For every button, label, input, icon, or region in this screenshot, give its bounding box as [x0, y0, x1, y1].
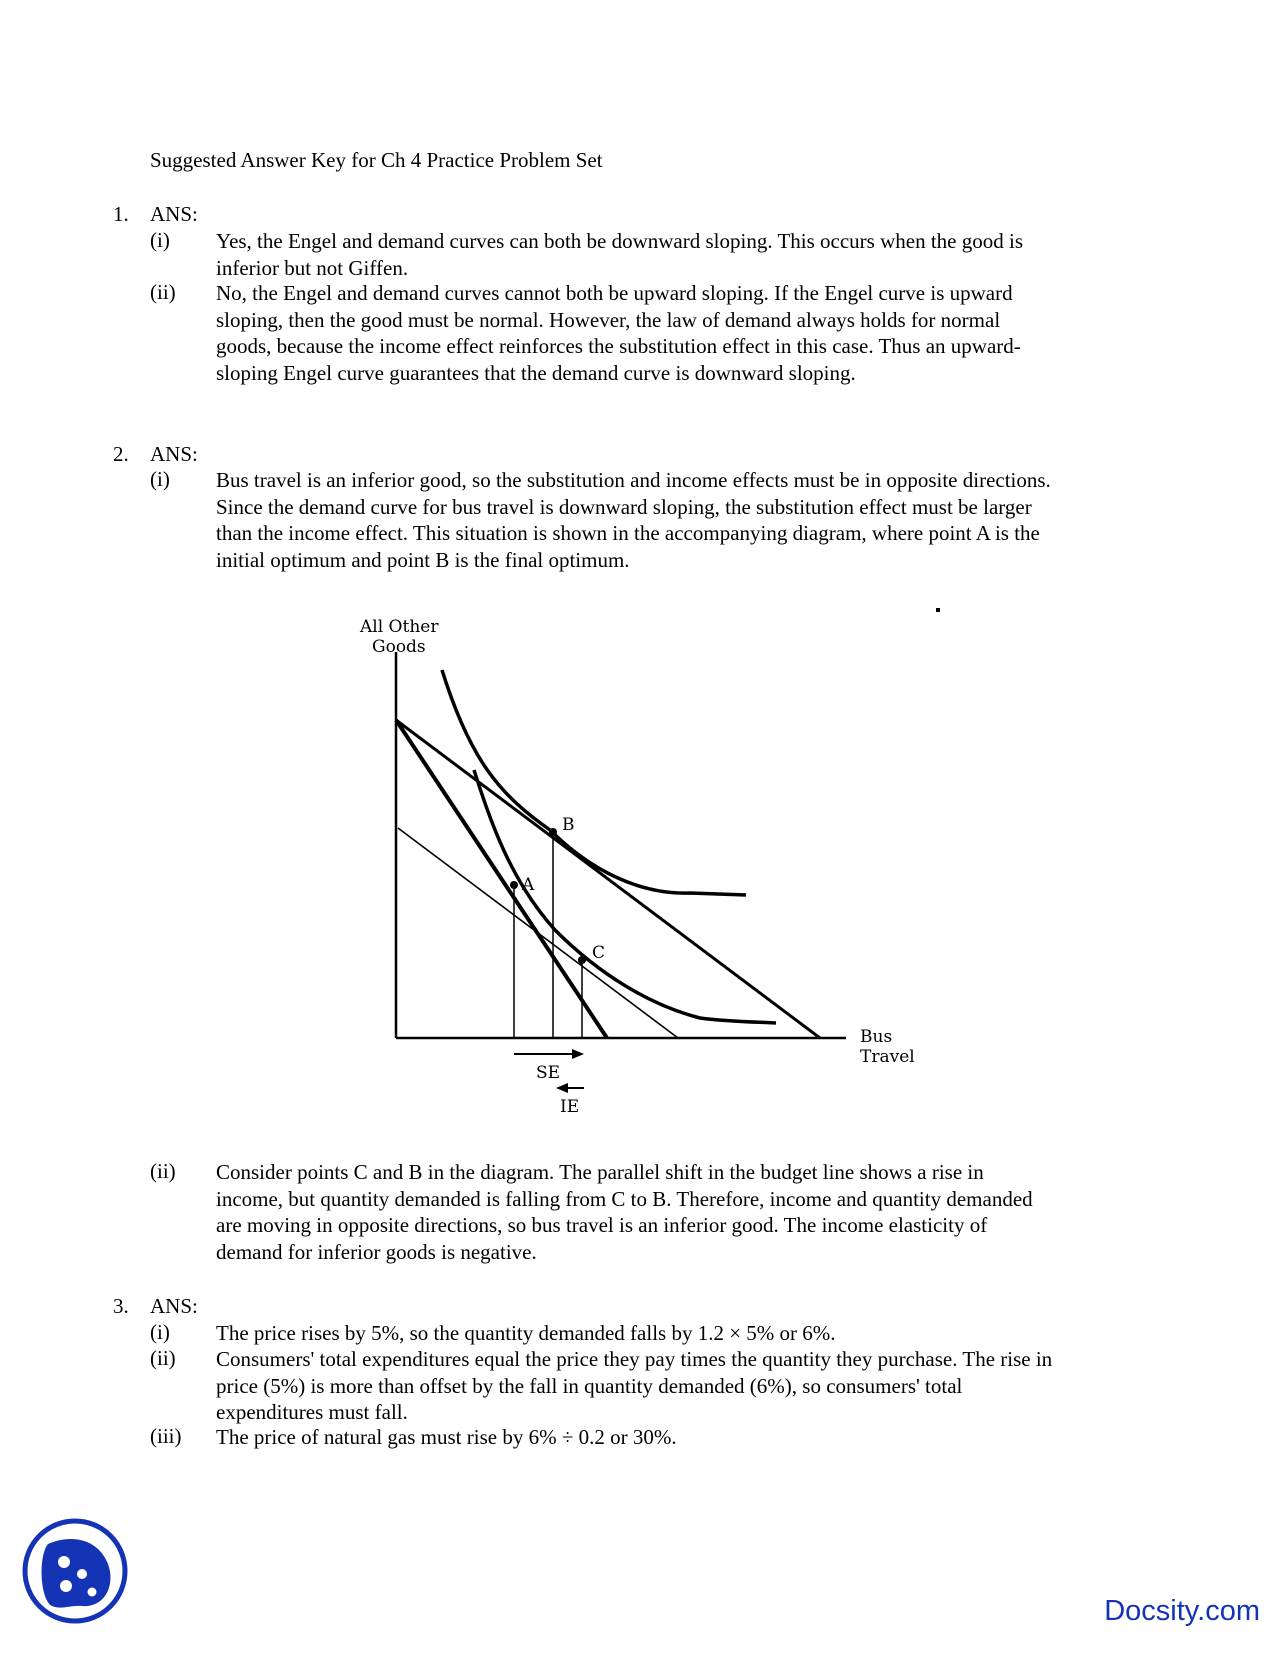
question-1-ans-label: ANS:	[150, 202, 198, 226]
q3-item-3-label: (iii)	[150, 1424, 182, 1448]
y-axis-label-line1: All Other	[360, 617, 439, 637]
compensated-budget-line	[398, 828, 678, 1038]
q3-item-1-label: (i)	[150, 1320, 170, 1344]
point-b-label: B	[562, 815, 575, 835]
page-title: Suggested Answer Key for Ch 4 Practice Problem Set	[150, 148, 603, 172]
ie-arrow-head	[556, 1083, 568, 1093]
point-c-label: C	[592, 943, 606, 963]
new-price-budget-line	[396, 720, 607, 1038]
question-2-number: 2.	[113, 442, 129, 466]
q3-item-3-text: The price of natural gas must rise by 6% ÷ 0.2 or 30%.	[216, 1425, 677, 1449]
q3-item-2-label: (ii)	[150, 1346, 176, 1370]
x-axis-label-line1: Bus	[860, 1027, 893, 1047]
point-c-marker	[578, 956, 586, 964]
final-income-budget-line	[396, 720, 820, 1038]
q1-item-1-label: (i)	[150, 228, 170, 252]
docsity-brand-link[interactable]: Docsity.com	[1104, 1595, 1260, 1627]
se-label: SE	[536, 1063, 561, 1083]
q1-item-1-text: Yes, the Engel and demand curves can both be downward sloping. This occurs when the good is inferior but not Giffen.	[216, 229, 1023, 280]
question-3-number: 3.	[113, 1294, 129, 1318]
q1-item-2-text: No, the Engel and demand curves cannot both be upward sloping. If the Engel curve is upward sloping, then the good must be normal. However, the law of demand always holds for normal goods, because the income effect reinforces the substitution effect in this case. Thus an upward-sloping Engel curve guarantees that the demand curve is downward sloping.	[216, 281, 1021, 385]
point-b-marker	[549, 828, 557, 836]
stray-mark	[936, 608, 940, 612]
point-a-label: A	[522, 875, 535, 895]
q1-item-2-label: (ii)	[150, 280, 176, 304]
se-arrow-head	[572, 1049, 584, 1059]
q2-item-2-label: (ii)	[150, 1159, 176, 1183]
q2-item-1-text: Bus travel is an inferior good, so the substitution and income effects must be in opposite directions. Since the demand curve for bus travel is downward sloping, the substitution effect must be larger than the income effect. This situation is shown in the accompanying diagram, where point A is the initial optimum and point B is the final optimum.	[216, 468, 1051, 572]
question-2-ans-label: ANS:	[150, 442, 198, 466]
q2-item-1-label: (i)	[150, 467, 170, 491]
point-a-marker	[510, 881, 518, 889]
ie-label: IE	[560, 1097, 580, 1117]
q3-item-2-text: Consumers' total expenditures equal the price they pay times the quantity they purchase. The rise in price (5%) is more than offset by the fall in quantity demanded (6%), so consumers' total expenditures must fall.	[216, 1347, 1053, 1424]
x-axis-label-line2: Travel	[860, 1047, 915, 1067]
q2-item-2-text: Consider points C and B in the diagram. The parallel shift in the budget line shows a rise in income, but quantity demanded is falling from C to B. Therefore, income and quantity demanded are moving in opposite directions, so bus travel is an inferior good. The income elasticity of demand for inferior goods is negative.	[216, 1160, 1033, 1264]
question-3-ans-label: ANS:	[150, 1294, 198, 1318]
y-axis-label-line2: Goods	[372, 637, 426, 657]
docsity-logo-icon[interactable]	[20, 1516, 130, 1626]
q3-item-1-text: The price rises by 5%, so the quantity demanded falls by 1.2 × 5% or 6%.	[216, 1321, 836, 1345]
question-1-number: 1.	[113, 202, 129, 226]
